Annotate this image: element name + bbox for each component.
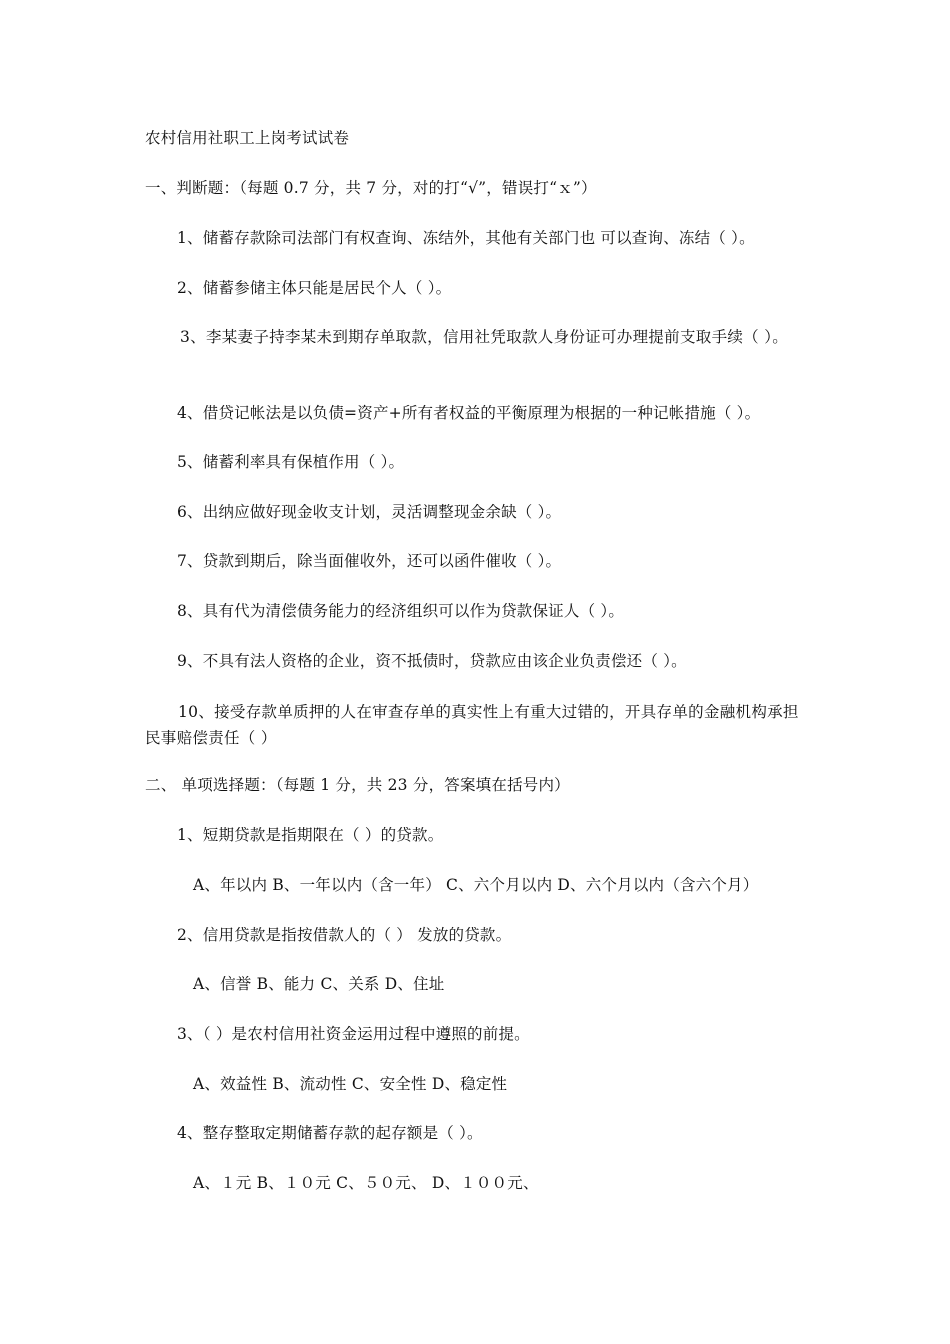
judgement-question-4: 4、借贷记帐法是以负债=资产+所有者权益的平衡原理为根据的一种记帐措施（ ）。	[177, 404, 761, 422]
judgement-question-6: 6、出纳应做好现金收支计划，灵活调整现金余缺（ ）。	[177, 503, 562, 521]
document-title: 农村信用社职工上岗考试试卷	[145, 129, 350, 147]
choice-question-4-options: A、１元 B、１０元 C、５０元、 D、１００元、	[193, 1174, 539, 1192]
judgement-question-9: 9、不具有法人资格的企业，资不抵债时，贷款应由该企业负责偿还（ ）。	[177, 652, 687, 670]
judgement-question-1: 1、储蓄存款除司法部门有权查询、冻结外，其他有关部门也 可以查询、冻结（ ）。	[177, 229, 755, 247]
choice-question-2-options: A、信誉 B、能力 C、关系 D、住址	[193, 975, 445, 993]
choice-question-3-options: A、效益性 B、流动性 C、安全性 D、稳定性	[193, 1075, 508, 1093]
judgement-question-2: 2、储蓄参储主体只能是居民个人（ ）。	[177, 279, 452, 297]
judgement-question-7: 7、贷款到期后，除当面催收外，还可以函件催收（ ）。	[177, 552, 562, 570]
judgement-question-3: 3、李某妻子持李某未到期存单取款，信用社凭取款人身份证可办理提前支取手续（ ）。	[180, 328, 789, 346]
choice-question-1-stem: 1、短期贷款是指期限在（ ）的贷款。	[177, 826, 444, 844]
choice-question-3-stem: 3、（ ）是农村信用社资金运用过程中遵照的前提。	[177, 1025, 530, 1043]
choice-question-2-stem: 2、信用贷款是指按借款人的（ ） 发放的贷款。	[177, 926, 512, 944]
choice-question-1-options: A、年以内 B、一年以内（含一年） C、六个月以内 D、六个月以内（含六个月）	[193, 876, 759, 894]
choice-question-4-stem: 4、整存整取定期储蓄存款的起存额是（ ）。	[177, 1124, 483, 1142]
section-2-heading: 二、 单项选择题：（每题 1 分，共 23 分，答案填在括号内）	[145, 776, 570, 794]
section-1-heading: 一、判断题：（每题 0.7 分，共 7 分，对的打“√”，错误打“ｘ”）	[145, 179, 597, 197]
judgement-question-8: 8、具有代为清偿债务能力的经济组织可以作为贷款保证人（ ）。	[177, 602, 625, 620]
judgement-question-5: 5、储蓄利率具有保植作用（ ）。	[177, 453, 405, 471]
judgement-question-10: 10、接受存款单质押的人在审查存单的真实性上有重大过错的，开具存单的金融机构承担民事赔偿责任（ ）	[145, 703, 799, 747]
